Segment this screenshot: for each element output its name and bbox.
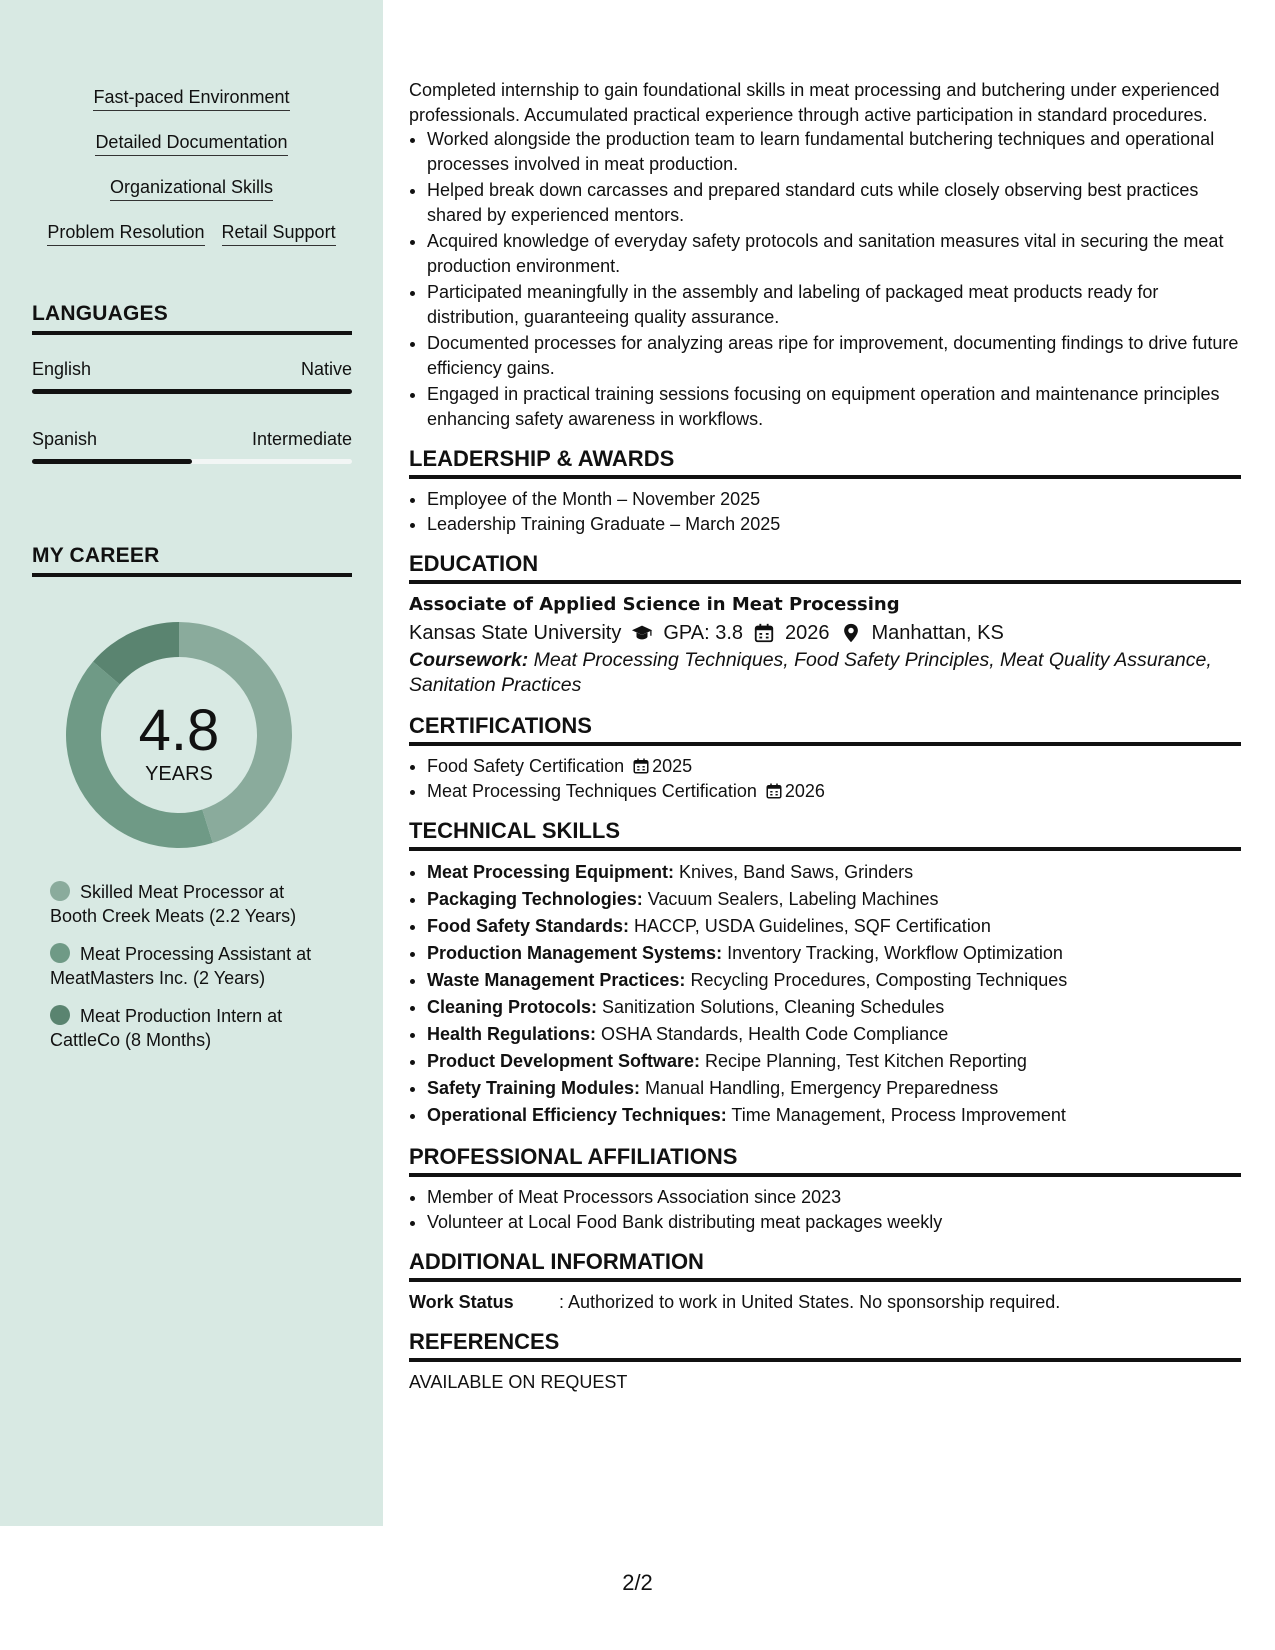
technical-skill-item: [427, 1021, 1241, 1048]
technical-skill-label: Cleaning Protocols:: [427, 997, 598, 1017]
experience-bullet: • Acquired knowledge of everyday safety protocols and sanitation measures vital in securing the meat production environment.: [427, 229, 1241, 278]
calendar-icon: [632, 757, 650, 775]
graduation-cap-icon: [631, 622, 653, 644]
technical-skills-heading: TECHNICAL SKILLS: [409, 817, 1241, 851]
certification-name: Food Safety Certification: [427, 756, 625, 776]
technical-skill-value: Sanitization Solutions, Cleaning Schedules: [597, 997, 945, 1017]
career-total-unit: YEARS: [145, 763, 213, 785]
technical-skill-value: Inventory Tracking, Workflow Optimization: [722, 943, 1063, 963]
experience-bullet: • Helped break down carcasses and prepared standard cuts while closely observing best practices shared by experienced mentors.: [427, 178, 1241, 227]
affiliation-item: • Member of Meat Processors Association since 2023: [427, 1185, 1241, 1210]
technical-skill-item: [427, 859, 1241, 886]
technical-skill-label: Product Development Software:: [427, 1051, 701, 1071]
education-heading: EDUCATION: [409, 550, 1241, 584]
technical-skill-label: Health Regulations:: [427, 1024, 597, 1044]
technical-skill-value: OSHA Standards, Health Code Compliance: [596, 1024, 949, 1044]
technical-skill-item: [427, 1102, 1241, 1129]
languages-heading: LANGUAGES: [32, 301, 352, 335]
legend-dot: [50, 1005, 70, 1025]
technical-skill-label: Meat Processing Equipment:: [427, 862, 675, 882]
skill-tags: [0, 86, 383, 266]
references-text: AVAILABLE ON REQUEST: [409, 1372, 628, 1392]
certification-name: Meat Processing Techniques Certification: [427, 780, 757, 801]
certification-item: [427, 754, 1241, 779]
affiliation-item: • Volunteer at Local Food Bank distributing meat packages weekly: [427, 1210, 1241, 1235]
technical-skill-item: [427, 994, 1241, 1021]
technical-skill-label: Operational Efficiency Techniques:: [427, 1105, 727, 1125]
career-legend: [50, 880, 320, 1066]
certifications-list: [409, 754, 1241, 803]
education-school: Kansas State University: [409, 622, 622, 644]
award-item: • Leadership Training Graduate – March 2025: [427, 512, 1241, 537]
career-total-value: 4.8: [138, 698, 220, 763]
language-bar-fill: [32, 459, 192, 464]
language-bar-fill: [32, 389, 352, 394]
education-coursework: [409, 648, 1241, 698]
affiliations-heading: PROFESSIONAL AFFILIATIONS: [409, 1143, 1241, 1177]
skill-tag-row: [0, 131, 383, 176]
technical-skill-value: Manual Handling, Emergency Preparedness: [640, 1078, 999, 1098]
skill-tag-row: [0, 221, 383, 266]
experience-bullet: • Documented processes for analyzing areas ripe for improvement, documenting findings to drive future efficiency gains.: [427, 331, 1241, 380]
certification-item: [427, 779, 1241, 804]
main-content: [409, 78, 1241, 1394]
experience-bullet: • Engaged in practical training sessions focusing on equipment operation and maintenance principles enhancing safety awareness in workflows.: [427, 382, 1241, 431]
language-level: Intermediate: [251, 429, 352, 449]
work-status-label: Work Status: [409, 1292, 514, 1312]
technical-skill-label: Packaging Technologies:: [427, 889, 643, 909]
leadership-list: [409, 487, 1241, 536]
skill-tag: Problem Resolution: [47, 221, 204, 246]
additional-info-heading: ADDITIONAL INFORMATION: [409, 1248, 1241, 1282]
references-heading: REFERENCES: [409, 1328, 1241, 1362]
career-item: [50, 1004, 320, 1052]
technical-skill-item: [427, 1075, 1241, 1102]
career-item-text: Meat Processing Assistant at MeatMasters Inc. (2 Years): [50, 944, 312, 988]
certification-year: 2025: [652, 756, 693, 776]
education-degree: Associate of Applied Science in Meat Processing: [409, 594, 900, 615]
career-heading: MY CAREER: [32, 543, 352, 577]
technical-skill-label: Production Management Systems:: [427, 943, 723, 963]
language-spanish: [32, 428, 352, 464]
technical-skill-value: Time Management, Process Improvement: [726, 1105, 1066, 1125]
education-location: Manhattan, KS: [871, 622, 1004, 644]
legend-dot: [50, 881, 70, 901]
legend-dot: [50, 943, 70, 963]
technical-skill-item: [427, 940, 1241, 967]
map-pin-icon: [840, 622, 862, 644]
education-meta: [409, 618, 1241, 648]
experience-bullet: • Worked alongside the production team to learn fundamental butchering techniques and operational processes involved in meat production.: [427, 127, 1241, 176]
technical-skill-label: Waste Management Practices:: [427, 970, 686, 990]
language-name: Spanish: [32, 429, 98, 449]
coursework-label: Coursework:: [409, 649, 529, 671]
affiliations-list: [409, 1185, 1241, 1234]
education-gpa: GPA: 3.8: [663, 622, 743, 644]
skill-tag: Detailed Documentation: [95, 131, 287, 156]
language-name: English: [32, 359, 92, 379]
technical-skill-value: Vacuum Sealers, Labeling Machines: [642, 889, 939, 909]
technical-skills-list: [409, 859, 1241, 1129]
sidebar: [0, 0, 383, 1526]
calendar-icon: [765, 782, 783, 800]
career-item-text: Skilled Meat Processor at Booth Creek Meats (2.2 Years): [50, 882, 297, 926]
technical-skill-item: [427, 913, 1241, 940]
experience-intro: Completed internship to gain foundational skills in meat processing and butchering under experienced professionals. Accumulated practical experience through active participation in standard procedures.: [409, 80, 1220, 125]
technical-skill-item: [427, 967, 1241, 994]
technical-skill-value: HACCP, USDA Guidelines, SQF Certification: [629, 916, 991, 936]
work-status-value: : Authorized to work in United States. No sponsorship required.: [559, 1292, 1061, 1312]
career-item: [50, 942, 320, 990]
work-status: [409, 1290, 1241, 1314]
technical-skill-item: [427, 886, 1241, 913]
language-bar: [32, 459, 352, 464]
language-english: [32, 358, 352, 394]
language-bar: [32, 389, 352, 394]
certification-year: 2026: [784, 780, 825, 801]
skill-tag-row: [0, 176, 383, 221]
award-item: • Employee of the Month – November 2025: [427, 487, 1241, 512]
career-item-text: Meat Production Intern at CattleCo (8 Months): [50, 1006, 283, 1050]
career-item: [50, 880, 320, 928]
technical-skill-label: Safety Training Modules:: [427, 1078, 641, 1098]
language-level: Native: [300, 359, 352, 379]
technical-skill-value: Knives, Band Saws, Grinders: [674, 862, 914, 882]
experience-bullets: [409, 127, 1241, 431]
coursework-text: Meat Processing Techniques, Food Safety Principles, Meat Quality Assurance, Sanitation Practices: [409, 649, 1212, 696]
leadership-heading: LEADERSHIP & AWARDS: [409, 445, 1241, 479]
page-number: 2/2: [622, 1570, 653, 1595]
technical-skill-item: [427, 1048, 1241, 1075]
technical-skill-value: Recycling Procedures, Composting Techniques: [685, 970, 1068, 990]
skill-tag: Fast-paced Environment: [93, 86, 289, 111]
career-donut-chart: [64, 620, 294, 850]
skill-tag-row: [0, 86, 383, 131]
technical-skill-label: Food Safety Standards:: [427, 916, 630, 936]
calendar-icon: [753, 622, 775, 644]
technical-skill-value: Recipe Planning, Test Kitchen Reporting: [700, 1051, 1027, 1071]
certifications-heading: CERTIFICATIONS: [409, 712, 1241, 746]
education-year: 2026: [785, 622, 830, 644]
experience-bullet: • Participated meaningfully in the assembly and labeling of packaged meat products ready for distribution, guaranteeing quality assurance.: [427, 280, 1241, 329]
skill-tag: Retail Support: [222, 221, 336, 246]
skill-tag: Organizational Skills: [110, 176, 273, 201]
